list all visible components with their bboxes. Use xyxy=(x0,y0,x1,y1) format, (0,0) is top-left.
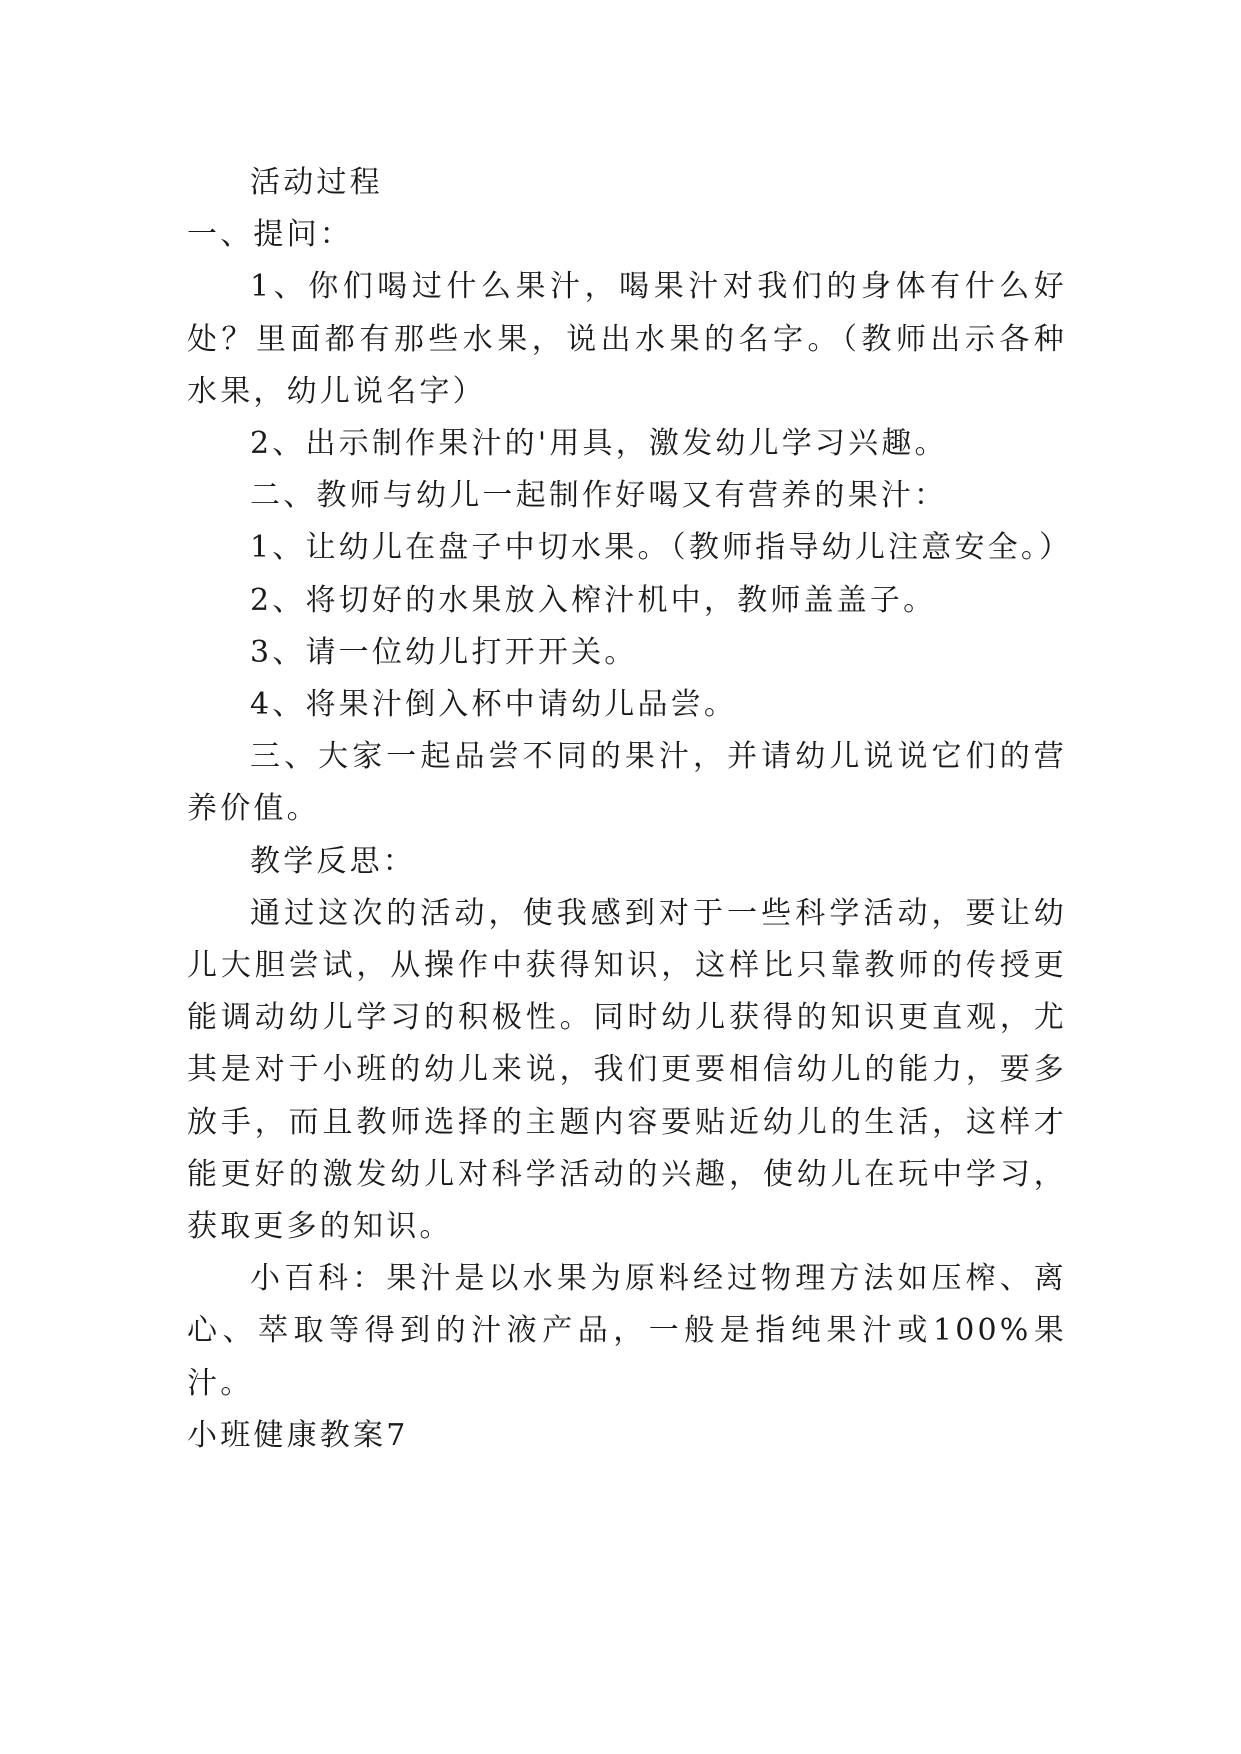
paragraph-step-2: 2、将切好的水果放入榨汁机中，教师盖盖子。 xyxy=(250,582,937,618)
paragraph-step-3: 3、请一位幼儿打开开关。 xyxy=(250,634,638,670)
document-body xyxy=(187,157,1073,1462)
paragraph-encyclopedia: 小百科：果汁是以水果为原料经过物理方法如压榨、离心、萃取等得到的汁液产品，一般是指纯果汁或100%果汁。 xyxy=(187,1261,1067,1401)
next-lesson-title: 小班健康教案7 xyxy=(187,1417,409,1453)
paragraph-step-1: 1、让幼儿在盘子中切水果。（教师指导幼儿注意安全。） xyxy=(250,530,1073,566)
section-heading-activity-process: 活动过程 xyxy=(250,165,383,200)
section-heading-questions: 一、提问： xyxy=(187,217,353,253)
paragraph-step-4: 4、将果汁倒入杯中请幼儿品尝。 xyxy=(250,687,738,723)
section-heading-taste: 三、大家一起品尝不同的果汁，并请幼儿说说它们的营养价值。 xyxy=(187,739,1067,827)
paragraph-question-1: 1、你们喝过什么果汁，喝果汁对我们的身体有什么好处？里面都有那些水果，说出水果的名字。（教师出示各种水果，幼儿说名字） xyxy=(187,269,1067,409)
section-heading-make-juice: 二、教师与幼儿一起制作好喝又有营养的果汁： xyxy=(250,478,948,514)
section-heading-reflection: 教学反思： xyxy=(250,843,416,879)
paragraph-question-2: 2、出示制作果汁的'用具，激发幼儿学习兴趣。 xyxy=(250,426,948,462)
paragraph-reflection: 通过这次的活动，使我感到对于一些科学活动，要让幼儿大胆尝试，从操作中获得知识，这样比只靠教师的传授更能调动幼儿学习的积极性。同时幼儿获得的知识更直观，尤其是对于小班的幼儿来说，我们更要相信幼儿的能力，要多放手，而且教师选择的主题内容要贴近幼儿的生活，这样才能更好的激发幼儿对科学活动的兴趣，使幼儿在玩中学习，获取更多的知识。 xyxy=(187,895,1067,1245)
